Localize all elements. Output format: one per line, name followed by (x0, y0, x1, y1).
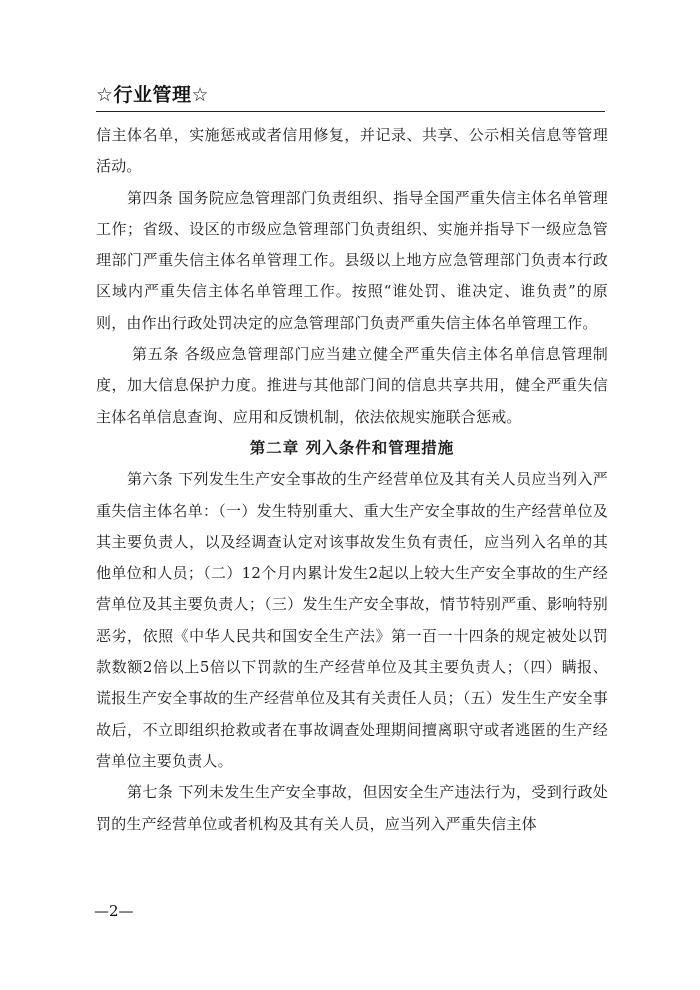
page-header (96, 82, 606, 108)
body-text (96, 120, 608, 840)
paragraph-article-5: 第五条 各级应急管理部门应当建立健全严重失信主体名单信息管理制度，加大信息保护力度。推进与其他部门间的信息共享共用，健全严重失信主体名单信息查询、应用和反馈机制，依法依规实施联合惩戒。 (96, 345, 608, 426)
page-number: —2— (94, 902, 134, 920)
header-divider (96, 111, 605, 112)
paragraph-continuation: 信主体名单，实施惩戒或者信用修复，并记录、共享、公示相关信息等管理活动。 (96, 126, 608, 176)
paragraph-article-7: 第七条 下列未发生生产安全事故，但因安全生产违法行为，受到行政处罚的生产经营单位或者机构及其有关人员，应当列入严重失信主体 (96, 783, 608, 833)
chapter-heading: 第二章 列入条件和管理措施 (249, 438, 455, 457)
paragraph-article-6: 第六条 下列发生生产安全事故的生产经营单位及其有关人员应当列入严重失信主体名单：（一）发生特别重大、重大生产安全事故的生产经营单位及其主要负责人，以及经调查认定对该事故发生负有责任，应当列入名单的其他单位和人员；（二）12个月内累计发生2起以上较大生产安全事故的生产经营单位及其主要负责人；（三）发生生产安全事故，情节特别严重、影响特别恶劣，依照《中华人民共和国安全生产法》第一百一十四条的规定被处以罚款数额2倍以上5倍以下罚款的生产经营单位及其主要负责人；（四）瞒报、谎报生产安全事故的生产经营单位及其有关责任人员；（五）发生生产安全事故后，不立即组织抢救或者在事故调查处理期间擅离职守或者逃匿的生产经营单位主要负责人。 (96, 470, 608, 770)
paragraph-article-4: 第四条 国务院应急管理部门负责组织、指导全国严重失信主体名单管理工作；省级、设区的市级应急管理部门负责组织、实施并指导下一级应急管理部门严重失信主体名单管理工作。县级以上地方应急管理部门负责本行政区域内严重失信主体名单管理工作。按照“谁处罚、谁决定、谁负责”的原则，由作出行政处罚决定的应急管理部门负责严重失信主体名单管理工作。 (96, 188, 608, 332)
header-title: ☆行业管理☆ (96, 84, 210, 106)
